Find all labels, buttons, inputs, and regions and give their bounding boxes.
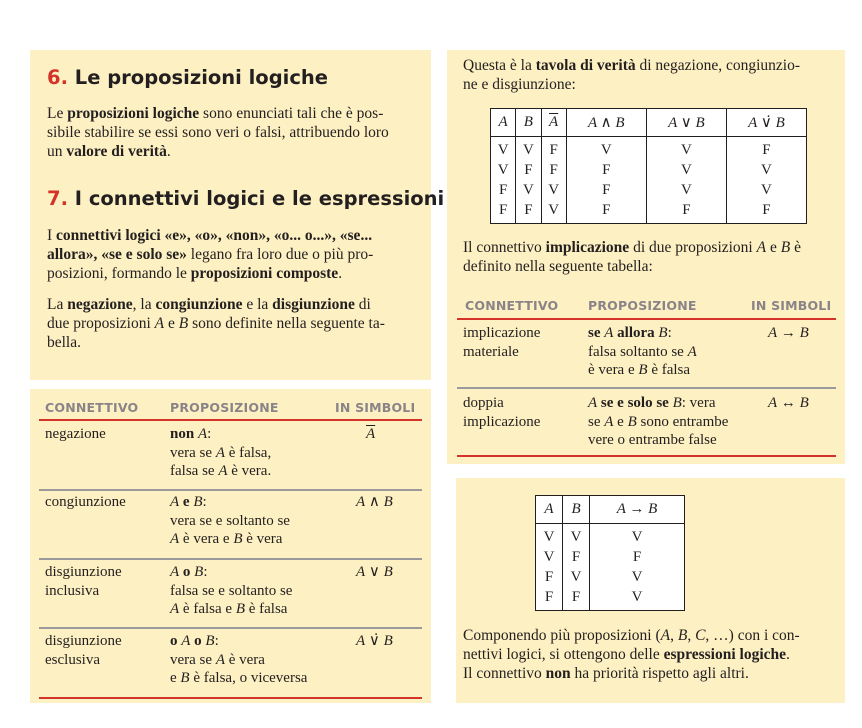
impl-truth-table-header-cell: B	[563, 496, 590, 524]
impl-truth-table-cell: V	[590, 524, 685, 548]
section-7-line: allora», «se e solo se» legano fra loro due o più pro-	[47, 246, 374, 263]
section-7-title: I connettivi logici e le espressioni	[74, 187, 445, 210]
impl-truth-table-cell: V	[590, 567, 685, 587]
closing-line: Componendo più proposizioni (A, B, C, …) con i con-	[463, 627, 800, 644]
row-connettivo: disgiunzione esclusiva	[45, 633, 122, 668]
row-simbolo: $\overline{A}$	[366, 426, 376, 442]
term-proposizioni-logiche: proposizioni logiche	[67, 105, 200, 122]
section-6-title: Le proposizioni logiche	[74, 66, 329, 89]
truth-table-row	[491, 200, 807, 224]
implication-intro	[463, 238, 843, 276]
impl-row-simbolo: A ↔ B	[768, 395, 809, 411]
closing-line: Il connettivo non ha priorità rispetto agli altri.	[463, 665, 749, 682]
impl-truth-table-cell: F	[563, 587, 590, 611]
section-7-paragraph-1	[47, 226, 432, 283]
impl-row-proposizione: A se e solo se B: vera se A e B sono entrambe vere o entrambe false	[588, 395, 729, 448]
truth-table-cell: V	[646, 180, 726, 200]
impl-truth-table-row	[536, 587, 685, 611]
section-7-number: 7.	[47, 187, 68, 210]
impl-header-divider	[457, 318, 836, 320]
truth-table-cell: V	[516, 137, 541, 161]
impl-truth-table-cell: V	[536, 547, 563, 567]
impl-truth-table-row	[536, 524, 685, 548]
section-6-heading	[47, 66, 328, 89]
col-header-connettivo: CONNETTIVO	[45, 400, 139, 415]
truth-table-cell: F	[726, 200, 806, 224]
truth-table-cell: V	[646, 137, 726, 161]
section-7-line: due proposizioni A e B sono definite nella seguente ta-	[47, 315, 385, 332]
truth-table-header-cell: A ∨ B	[646, 109, 726, 137]
truth-table-cell: F	[566, 180, 646, 200]
section-6-line: sibile stabilire se essi sono veri o falsi, attribuendo loro	[47, 124, 389, 141]
truth-table-cell: V	[541, 180, 566, 200]
intro-line: ne e disgiunzione:	[463, 76, 576, 93]
row-connettivo: disgiunzione inclusiva	[45, 564, 122, 599]
truth-table-cell: V	[726, 160, 806, 180]
row-proposizione: o A o B: vera se A è vera e B è falsa, o viceversa	[170, 633, 308, 686]
truth-table-row	[491, 137, 807, 161]
impl-truth-table-header-cell: A → B	[590, 496, 685, 524]
row-proposizione: non A: vera se A è falsa, falsa se A è vera.	[170, 426, 272, 479]
truth-table-header-cell: $\overline{A}$	[541, 109, 566, 137]
section-7-line: posizioni, formando le proposizioni composte.	[47, 265, 343, 282]
section-7-paragraph-2	[47, 295, 432, 352]
truth-table-row	[491, 160, 807, 180]
impl-row-divider	[457, 455, 836, 457]
truth-table-header-cell: A ∧ B	[566, 109, 646, 137]
section-6-paragraph	[47, 104, 427, 161]
section-7-line: bella.	[47, 334, 81, 351]
row-simbolo: A ∧ B	[356, 494, 393, 510]
impl-truth-table-cell: V	[536, 524, 563, 548]
truth-table-cell: F	[491, 200, 516, 224]
truth-table-cell: V	[541, 200, 566, 224]
truth-table-header-cell: B	[516, 109, 541, 137]
truth-table-intro	[463, 56, 841, 94]
impl-truth-table-header-cell: A	[536, 496, 563, 524]
truth-table-header-cell: A	[491, 109, 516, 137]
truth-table-cell: V	[726, 180, 806, 200]
truth-table-cell: F	[516, 200, 541, 224]
impl-row-proposizione: se A allora B: falsa soltanto se A è vera e B è falsa	[588, 325, 697, 378]
truth-table-cell: F	[726, 137, 806, 161]
row-divider	[39, 697, 422, 699]
closing-paragraph	[463, 626, 843, 683]
intro-line: Questa è la tavola di verità di negazione, congiunzio-	[463, 57, 801, 74]
row-connettivo: negazione	[45, 426, 106, 442]
row-simbolo: A ∨ B	[356, 564, 393, 580]
impl-truth-table-cell: F	[563, 547, 590, 567]
section-6-number: 6.	[47, 66, 68, 89]
impl-truth-table-cell: F	[590, 547, 685, 567]
impl-truth-table-cell: V	[563, 524, 590, 548]
truth-table-header-cell: A ∨̇ B	[726, 109, 806, 137]
row-divider	[39, 558, 422, 560]
truth-table-cell: F	[566, 160, 646, 180]
truth-table-implication	[535, 495, 685, 611]
impl-truth-table-row	[536, 567, 685, 587]
row-connettivo: congiunzione	[45, 494, 126, 510]
impl-truth-table-cell: F	[536, 567, 563, 587]
row-simbolo: A ∨̇ B	[356, 633, 393, 649]
impl-row-connettivo: doppia implicazione	[463, 395, 541, 430]
row-proposizione: A o B: falsa se e soltanto se A è falsa e B è falsa	[170, 564, 293, 617]
truth-table-cell: V	[516, 180, 541, 200]
section-6-line: Le proposizioni logiche sono enunciati tali che è pos-	[47, 105, 384, 122]
truth-table-cell: V	[646, 160, 726, 180]
impl-col-header-in-simboli: IN SIMBOLI	[751, 298, 832, 313]
impl-truth-table-header-row	[536, 496, 685, 524]
truth-table-connectives	[490, 108, 807, 224]
truth-table-cell: F	[516, 160, 541, 180]
truth-table-cell: V	[491, 137, 516, 161]
col-header-proposizione: PROPOSIZIONE	[170, 400, 279, 415]
truth-table-header-row	[491, 109, 807, 137]
section-7-heading	[47, 187, 444, 210]
col-header-in-simboli: IN SIMBOLI	[335, 400, 416, 415]
truth-table-cell: F	[541, 160, 566, 180]
impl-col-header-proposizione: PROPOSIZIONE	[588, 298, 697, 313]
impl-row-connettivo: implicazione materiale	[463, 325, 541, 360]
intro-line: Il connettivo implicazione di due proposizioni A e B è	[463, 239, 801, 256]
impl-truth-table-cell: V	[590, 587, 685, 611]
truth-table-cell: F	[541, 137, 566, 161]
row-proposizione: A e B: vera se e soltanto se A è vera e B è vera	[170, 494, 290, 547]
intro-line: definito nella seguente tabella:	[463, 258, 653, 275]
row-divider	[39, 627, 422, 629]
header-divider	[39, 419, 422, 421]
truth-table-row	[491, 180, 807, 200]
truth-table-cell: F	[491, 180, 516, 200]
truth-table-cell: V	[491, 160, 516, 180]
impl-row-simbolo: A → B	[768, 325, 809, 341]
term-valore-di-verita: valore di verità	[66, 143, 167, 160]
row-divider	[39, 489, 422, 491]
closing-line: nettivi logici, si ottengono delle espressioni logiche.	[463, 646, 790, 663]
truth-table-cell: V	[566, 137, 646, 161]
impl-row-divider	[457, 387, 836, 389]
section-7-line: I connettivi logici «e», «o», «non», «o... o...», «se...	[47, 227, 373, 244]
impl-truth-table-cell: F	[536, 587, 563, 611]
section-7-line: La negazione, la congiunzione e la disgiunzione di	[47, 296, 371, 313]
impl-truth-table-cell: V	[563, 567, 590, 587]
section-6-line: un valore di verità.	[47, 143, 171, 160]
impl-col-header-connettivo: CONNETTIVO	[465, 298, 559, 313]
truth-table-cell: F	[566, 200, 646, 224]
impl-truth-table-row	[536, 547, 685, 567]
truth-table-cell: F	[646, 200, 726, 224]
